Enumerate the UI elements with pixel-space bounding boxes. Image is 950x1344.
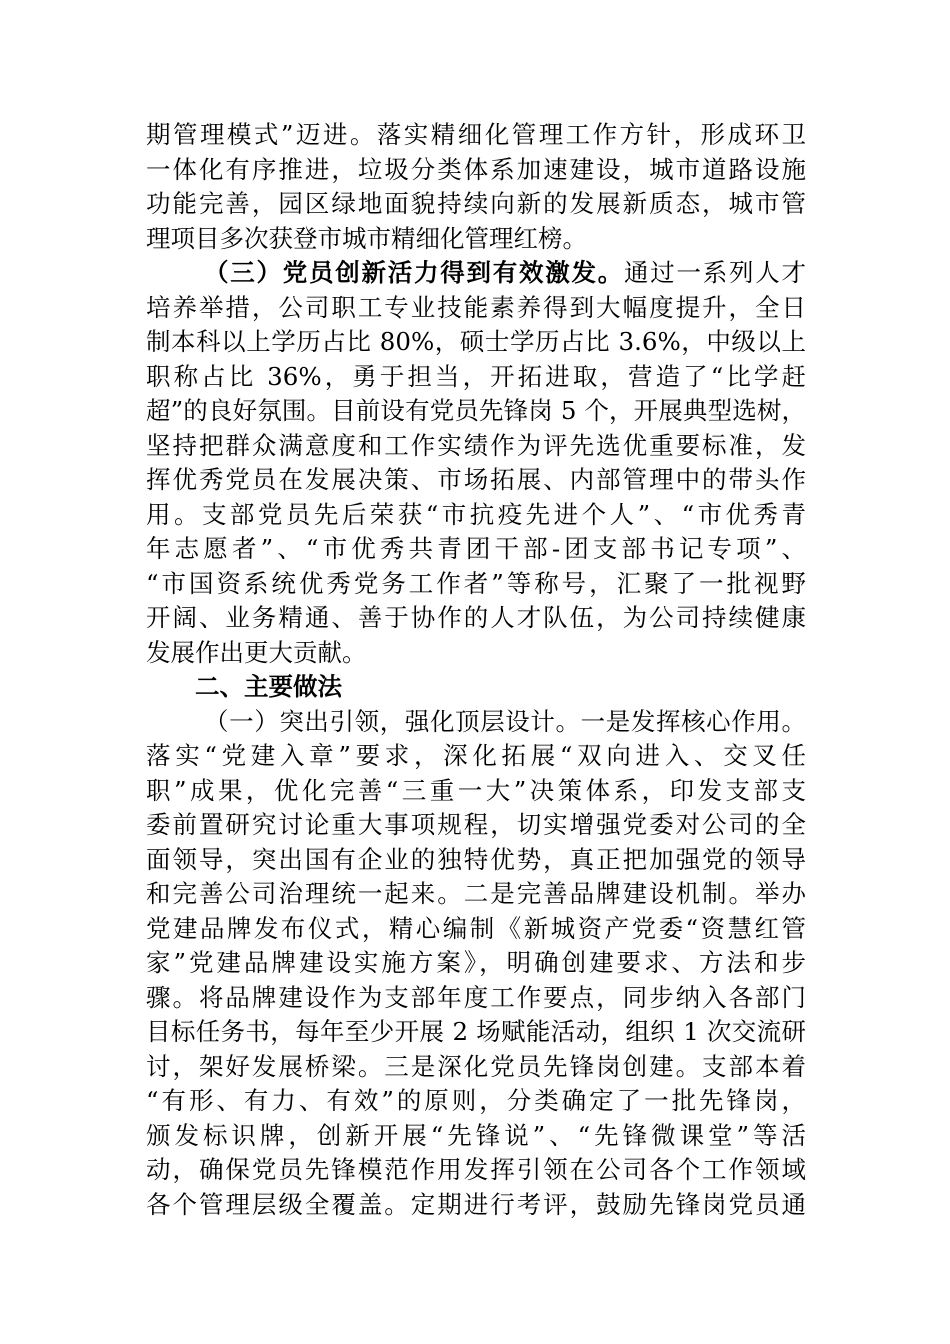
paragraph-line: 讨，架好发展桥梁。三是深化党员先锋岗创建。支部本着	[146, 1051, 806, 1081]
paragraph-line: 委前置研究讨论重大事项规程，切实增强党委对公司的全	[146, 810, 806, 839]
paragraph-line: 动，确保党员先锋模范作用发挥引领在公司各个工作领域	[146, 1155, 806, 1184]
paragraph-line: 挥优秀党员在发展决策、市场拓展、内部管理中的带头作	[146, 465, 806, 494]
paragraph-line: 理项目多次获登市城市精细化管理红榜。	[146, 223, 587, 253]
body-text	[146, 118, 806, 1222]
paragraph-line: “有形、有力、有效”的原则，分类确定了一批先锋岗，	[146, 1086, 806, 1115]
paragraph-line: 功能完善，园区绿地面貌持续向新的发展新质态，城市管	[146, 189, 806, 218]
paragraph-line: 期管理模式”迈进。落实精细化管理工作方针，形成环卫	[146, 120, 806, 149]
paragraph-line: 一体化有序推进，垃圾分类体系加速建设，城市道路设施	[146, 154, 806, 184]
section-3-first-line	[146, 256, 806, 291]
section-3-lead-rest: 通过一系列人才	[624, 258, 806, 287]
paragraph-line: 骤。将品牌建设作为支部年度工作要点，同步纳入各部门	[146, 982, 806, 1012]
paragraph-line: 坚持把群众满意度和工作实绩作为评先选优重要标准，发	[146, 430, 806, 460]
paragraph-line: 和完善公司治理统一起来。二是完善品牌建设机制。举办	[146, 879, 806, 908]
paragraph-line: “市国资系统优秀党务工作者”等称号，汇聚了一批视野	[146, 568, 806, 598]
paragraph-line: 目标任务书，每年至少开展 2 场赋能活动，组织 1 次交流研	[146, 1017, 806, 1046]
paragraph-line: （一）突出引领，强化顶层设计。一是发挥核心作用。	[204, 706, 806, 736]
paragraph-line: 面领导，突出国有企业的独特优势，真正把加强党的领导	[146, 844, 806, 874]
paragraph-line: 党建品牌发布仪式，精心编制《新城资产党委“资慧红管	[146, 913, 806, 943]
paragraph-line: 用。支部党员先后荣获“市抗疫先进个人”、“市优秀青	[146, 499, 806, 529]
paragraph-line: 职称占比 36%，勇于担当，开拓进取，营造了“比学赶	[146, 361, 806, 391]
paragraph-line: 制本科以上学历占比 80%，硕士学历占比 3.6%，中级以上	[146, 327, 806, 356]
paragraph-line: 落实“党建入章”要求，深化拓展“双向进入、交叉任	[146, 741, 806, 770]
paragraph-line: 发展作出更大贡献。	[146, 637, 367, 667]
section-heading: 二、主要做法	[195, 672, 342, 701]
paragraph-line: 各个管理层级全覆盖。定期进行考评，鼓励先锋岗党员通	[146, 1189, 806, 1219]
paragraph-line: 职”成果，优化完善“三重一大”决策体系，印发支部支	[146, 775, 806, 805]
paragraph-line: 家”党建品牌建设实施方案》，明确创建要求、方法和步	[146, 948, 806, 977]
paragraph-line: 培养举措，公司职工专业技能素养得到大幅度提升，全日	[146, 292, 806, 322]
paragraph-line: 年志愿者”、“市优秀共青团干部-团支部书记专项”、	[146, 534, 806, 563]
paragraph-line: 颁发标识牌，创新开展“先锋说”、“先锋微课堂”等活	[146, 1120, 806, 1150]
paragraph-line: 超”的良好氛围。目前设有党员先锋岗 5 个，开展典型选树，	[146, 396, 806, 425]
section-3-lead: （三）党员创新活力得到有效激发。	[204, 258, 624, 287]
paragraph-line: 开阔、业务精通、善于协作的人才队伍，为公司持续健康	[146, 603, 806, 632]
